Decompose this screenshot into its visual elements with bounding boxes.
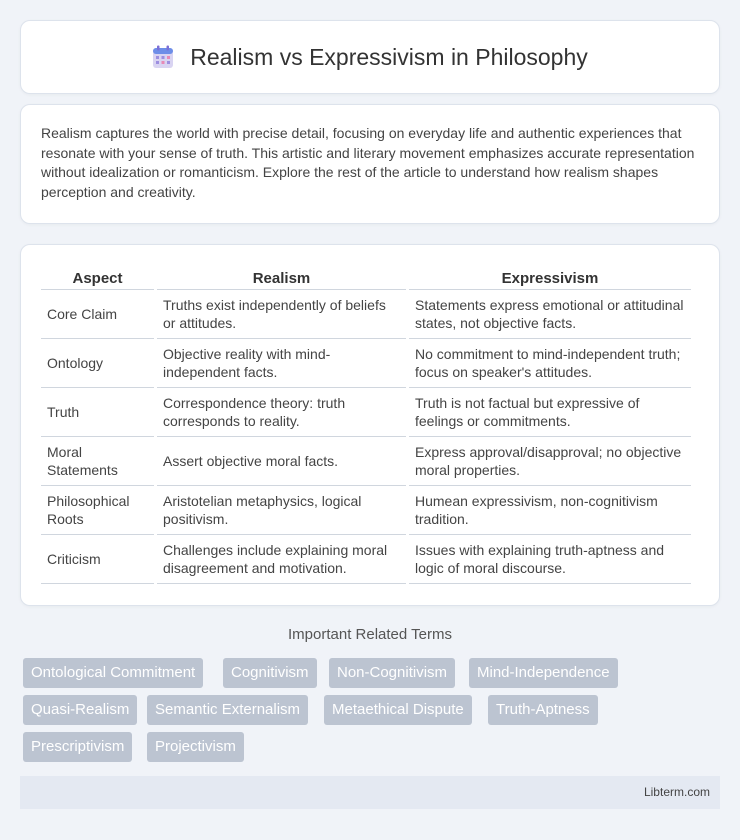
row-realism: Truths exist independently of beliefs or attitudes. (157, 290, 406, 339)
footer (20, 776, 720, 809)
table-header-row (41, 265, 691, 290)
tag-truth-aptness[interactable]: Truth-Aptness (488, 695, 598, 725)
header-expressivism: Expressivism (409, 265, 691, 290)
footer-site-link[interactable]: Libterm.com (643, 785, 710, 799)
tag-cognitivism[interactable]: Cognitivism (223, 658, 317, 688)
table-row (41, 339, 691, 388)
table-row (41, 486, 691, 535)
row-expressivism: Issues with explaining truth-aptness and logic of moral discourse. (409, 535, 691, 584)
tag-quasi-realism[interactable]: Quasi-Realism (23, 695, 137, 725)
tag-mind-independence[interactable]: Mind-Independence (469, 658, 618, 688)
row-aspect: Philosophical Roots (41, 486, 154, 535)
row-expressivism: Statements express emotional or attitudinal states, not objective facts. (409, 290, 691, 339)
row-aspect: Ontology (41, 339, 154, 388)
header-card (20, 20, 720, 94)
row-expressivism: Express approval/disapproval; no objective moral properties. (409, 437, 691, 486)
table-row (41, 290, 691, 339)
header-realism: Realism (157, 265, 406, 290)
tag-non-cognitivism[interactable]: Non-Cognitivism (329, 658, 455, 688)
table-row (41, 388, 691, 437)
tag-ontological-commitment[interactable]: Ontological Commitment (23, 658, 203, 688)
row-expressivism: No commitment to mind-independent truth; focus on speaker's attitudes. (409, 339, 691, 388)
tag-prescriptivism[interactable]: Prescriptivism (23, 732, 132, 762)
row-realism: Challenges include explaining moral disagreement and motivation. (157, 535, 406, 584)
tag-projectivism[interactable]: Projectivism (147, 732, 244, 762)
row-aspect: Moral Statements (41, 437, 154, 486)
tag-metaethical-dispute[interactable]: Metaethical Dispute (324, 695, 472, 725)
row-expressivism: Humean expressivism, non-cognitivism tradition. (409, 486, 691, 535)
header-aspect: Aspect (41, 265, 154, 290)
row-expressivism: Truth is not factual but expressive of feelings or commitments. (409, 388, 691, 437)
row-aspect: Core Claim (41, 290, 154, 339)
row-aspect: Criticism (41, 535, 154, 584)
row-aspect: Truth (41, 388, 154, 437)
tag-semantic-externalism[interactable]: Semantic Externalism (147, 695, 308, 725)
row-realism: Assert objective moral facts. (157, 437, 406, 486)
row-realism: Correspondence theory: truth corresponds to reality. (157, 388, 406, 437)
intro-text: Realism captures the world with precise detail, focusing on everyday life and authentic experiences that resonate with your sense of truth. This artistic and literary movement emphasizes accurate representation without idealization or romanticism. Explore the rest of the article to understand how realism shapes perception and creativity. (41, 125, 695, 200)
row-realism: Objective reality with mind-independent facts. (157, 339, 406, 388)
intro-card (20, 104, 720, 224)
comparison-table (38, 265, 694, 584)
related-terms-heading: Important Related Terms (288, 626, 452, 643)
comparison-card (20, 244, 720, 606)
table-row (41, 535, 691, 584)
row-realism: Aristotelian metaphysics, logical positivism. (157, 486, 406, 535)
page-title: Realism vs Expressivism in Philosophy (190, 43, 588, 70)
table-row (41, 437, 691, 486)
calendar-icon (152, 45, 174, 69)
